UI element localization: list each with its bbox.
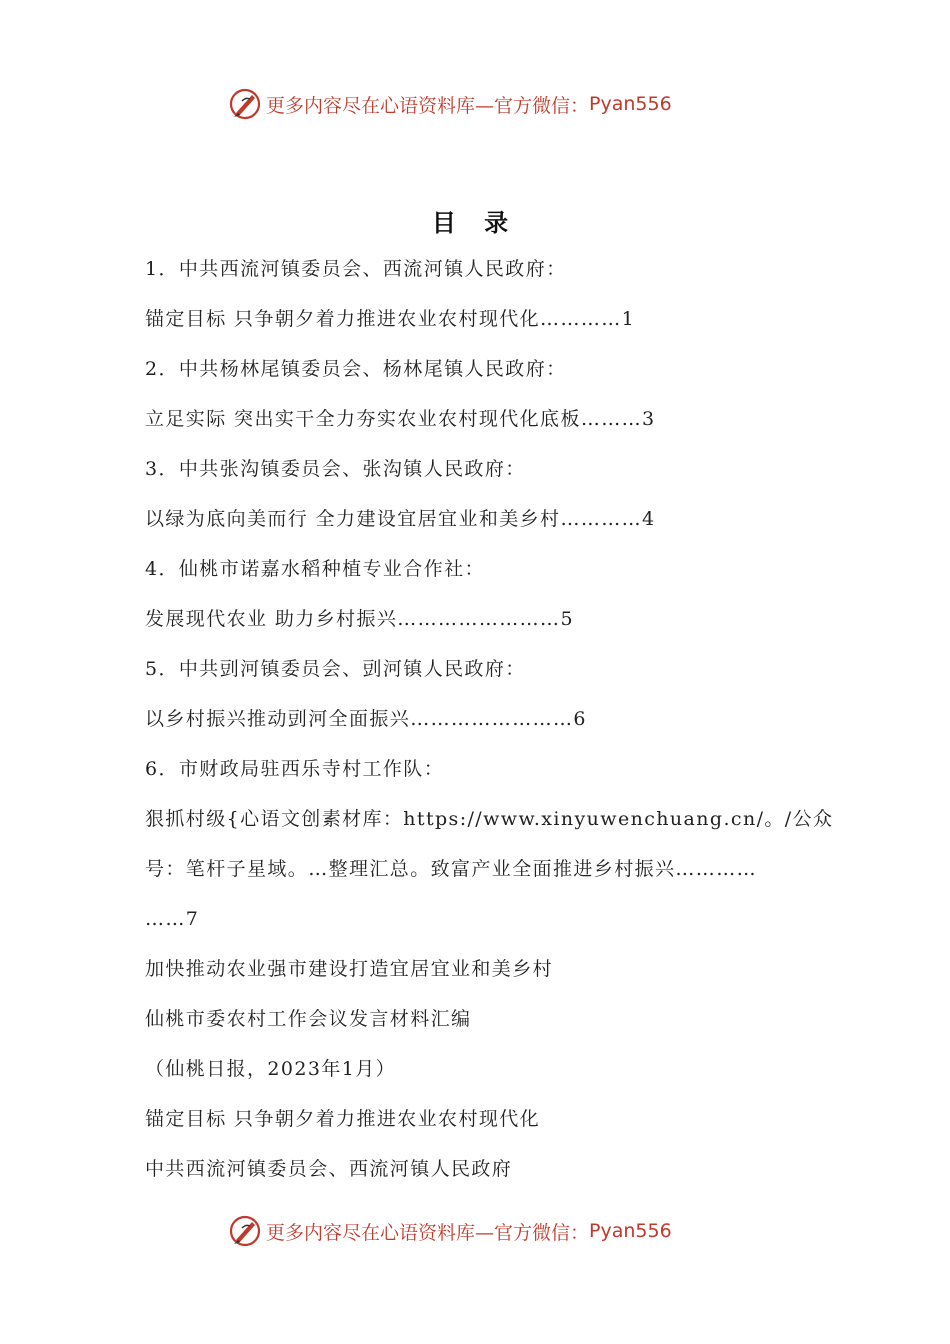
toc-entry-1-title: 锚定目标 只争朝夕着力推进农业农村现代化…………1: [145, 308, 636, 330]
toc-entry-3-heading: 3．中共张沟镇委员会、张沟镇人民政府：: [145, 458, 526, 480]
pen-logo-icon: [228, 1214, 262, 1248]
toc-entry-4-title: 发展现代农业 助力乡村振兴……………………5: [145, 608, 574, 630]
banner-prefix: 更多内容尽在心语资料库: [266, 94, 476, 117]
toc-entry-3-title: 以绿为底向美而行 全力建设宜居宜业和美乡村…………4: [145, 508, 656, 530]
pen-logo-icon: [228, 87, 262, 121]
document-heading: 加快推动农业强市建设打造宜居宜业和美乡村: [145, 958, 554, 980]
toc-entry-5-heading: 5．中共剅河镇委员会、剅河镇人民政府：: [145, 658, 526, 680]
toc-entry-6-title-line-1: 狠抓村级{心语文创素材库：https://www.xinyuwenchuang.cn/。/公众: [145, 808, 834, 830]
section-author: 中共西流河镇委员会、西流河镇人民政府: [145, 1158, 513, 1180]
toc-entry-4-heading: 4．仙桃市诺嘉水稻种植专业合作社：: [145, 558, 485, 580]
banner-wechat-id: Pyan556: [589, 93, 672, 115]
header-banner: [228, 84, 672, 124]
banner-middle: —官方微信：: [475, 94, 590, 117]
toc-entry-2-heading: 2．中共杨林尾镇委员会、杨林尾镇人民政府：: [145, 358, 567, 380]
document-source: （仙桃日报，2023年1月）: [145, 1058, 397, 1080]
toc-entry-6-title-line-2: 号：笔杆子星域。…整理汇总。致富产业全面推进乡村振兴…………: [145, 858, 758, 880]
toc-entry-5-title: 以乡村振兴推动剅河全面振兴……………………6: [145, 708, 587, 730]
toc-entry-6-title-line-3: ……7: [145, 908, 200, 930]
document-subtitle: 仙桃市委农村工作会议发言材料汇编: [145, 1008, 472, 1030]
toc-entry-2-title: 立足实际 突出实干全力夯实农业农村现代化底板………3: [145, 408, 656, 430]
toc-title: 目 录: [431, 208, 519, 237]
footer-banner: [228, 1211, 672, 1251]
section-title: 锚定目标 只争朝夕着力推进农业农村现代化: [145, 1108, 541, 1130]
banner-wechat-id: Pyan556: [589, 1220, 672, 1242]
banner-middle: —官方微信：: [475, 1221, 590, 1244]
document-body: [145, 250, 834, 1200]
toc-entry-1-heading: 1．中共西流河镇委员会、西流河镇人民政府：: [145, 258, 567, 280]
banner-prefix: 更多内容尽在心语资料库: [266, 1221, 476, 1244]
toc-entry-6-heading: 6．市财政局驻西乐寺村工作队：: [145, 758, 445, 780]
